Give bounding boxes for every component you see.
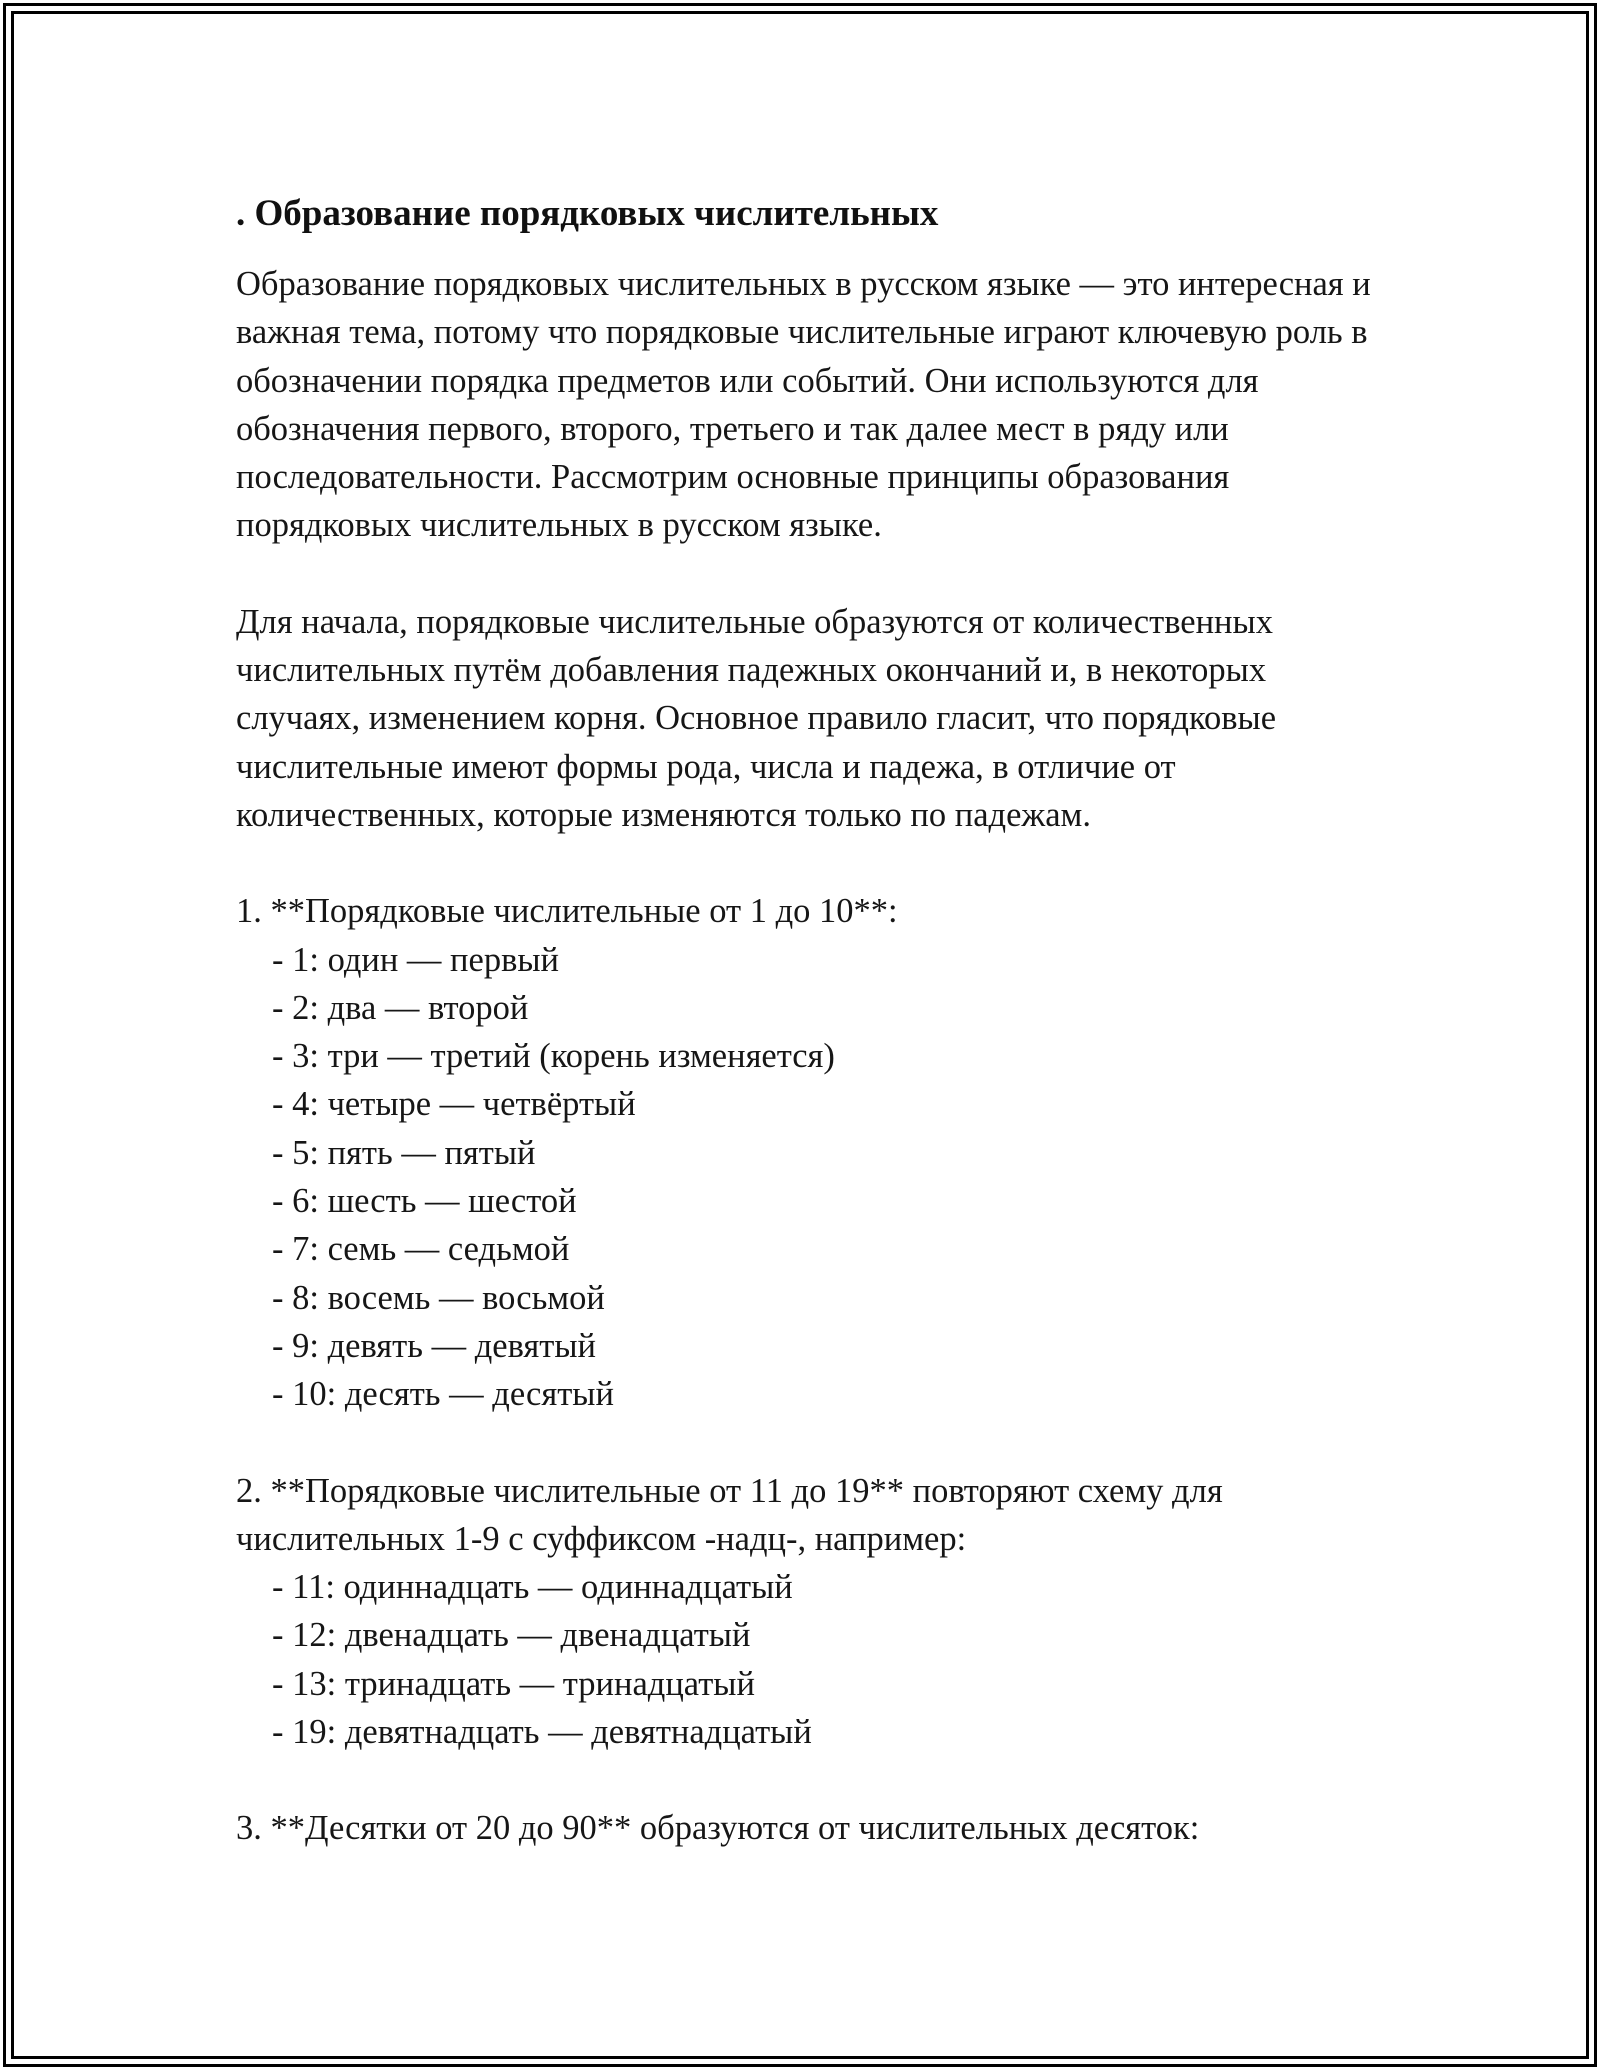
list-item: - 11: одиннадцать — одиннадцатый	[272, 1568, 793, 1607]
rule-paragraph: Для начала, порядковые числительные образуются от количественных числительных путём добавления падежных окончаний и, в некоторых случаях, изменением корня. Основное правило гласит, что порядковые числительные имеют формы рода, числа и падежа, в отличие от количественных, которые изменяются только по падежам.	[236, 602, 1277, 834]
list-item: - 13: тринадцать — тринадцатый	[272, 1664, 755, 1703]
document-body	[236, 186, 1386, 1853]
list-item: - 5: пять — пятый	[272, 1133, 536, 1172]
list-item: - 6: шесть — шестой	[272, 1182, 577, 1221]
list-item: - 9: девять — девятый	[272, 1326, 596, 1365]
example-list	[236, 936, 1386, 1419]
document-title: . Образование порядковых числительных	[236, 193, 939, 234]
section-1	[236, 887, 1386, 1418]
list-item: - 8: восемь — восьмой	[272, 1278, 605, 1317]
example-list	[236, 1563, 1386, 1756]
list-item: - 2: два — второй	[272, 988, 529, 1027]
list-item: - 19: девятнадцать — девятнадцатый	[272, 1713, 812, 1752]
list-item: - 3: три — третий (корень изменяется)	[272, 1037, 835, 1076]
list-item: - 4: четыре — четвёртый	[272, 1085, 636, 1124]
section-3	[236, 1804, 1386, 1852]
list-item: - 10: десять — десятый	[272, 1375, 614, 1414]
section-heading: 2. **Порядковые числительные от 11 до 19** повторяют схему для числительных 1-9 с суффиксом -надц-, например:	[236, 1471, 1223, 1558]
list-item: - 12: двенадцать — двенадцатый	[272, 1616, 751, 1655]
intro-paragraph: Образование порядковых числительных в русском языке — это интересная и важная тема, потому что порядковые числительные играют ключевую роль в обозначении порядка предметов или событий. Они используются для обозначения первого, второго, третьего и так далее мест в ряду или последовательности. Рассмотрим основные принципы образования порядковых числительных в русском языке.	[236, 265, 1371, 545]
section-2	[236, 1467, 1386, 1757]
section-heading: 1. **Порядковые числительные от 1 до 10**:	[236, 892, 898, 931]
list-item: - 1: один — первый	[272, 940, 560, 979]
list-item: - 7: семь — седьмой	[272, 1230, 570, 1269]
section-heading: 3. **Десятки от 20 до 90** образуются от числительных десяток:	[236, 1809, 1200, 1848]
